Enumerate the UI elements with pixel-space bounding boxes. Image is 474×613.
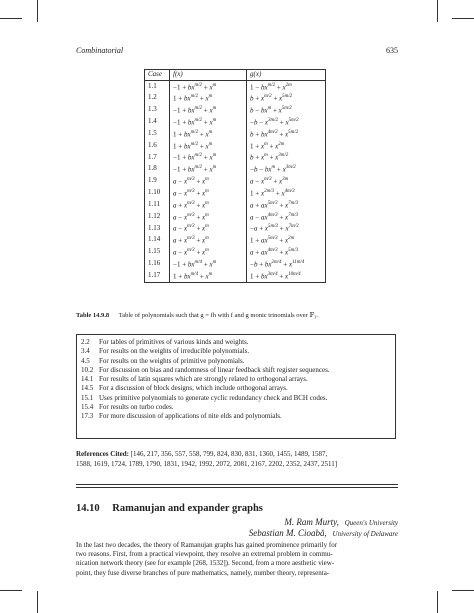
see-also-text: For results on the weights of irreducible polynomials. <box>99 347 250 356</box>
cell-f: $-1 + bx^{m/4} + x^m$ <box>170 258 247 270</box>
table-row <box>145 234 326 246</box>
cell-f: $1 + bx^{m/4} + x^m$ <box>170 270 247 282</box>
see-also-ref: 2.2 <box>81 338 90 346</box>
cell-g: $-b - x^{3m/2} + x^{5m/2}$ <box>247 116 326 128</box>
see-also-text: For more discussion of applications of nite elds and polynomials. <box>99 412 282 421</box>
crop-mark <box>0 18 22 19</box>
see-also-ref: 14.5 <box>81 384 94 393</box>
table-number: Table 14.9.8 <box>76 312 110 319</box>
running-header <box>76 46 398 58</box>
cell-case: 1.7 <box>145 151 170 163</box>
crop-mark <box>452 18 474 19</box>
table-row <box>145 187 326 199</box>
cell-f: $-1 + bx^{m/2} + x^m$ <box>170 163 247 175</box>
see-also-item <box>81 403 391 412</box>
author-line <box>249 528 398 538</box>
page-number: 635 <box>386 46 398 55</box>
cell-case: 1.9 <box>145 175 170 187</box>
see-also-text: For a discussion of block designs, which include orthogonal arrays. <box>99 384 288 393</box>
cell-f: $1 + bx^{m/2} + x^m$ <box>170 140 247 152</box>
see-also-item <box>81 412 391 421</box>
cell-f: $1 + bx^{m/2} + x^m$ <box>170 128 247 140</box>
cell-g: $-b - bx^m + x^{3m/2}$ <box>247 163 326 175</box>
section-number: 14.10 <box>76 503 100 514</box>
see-also-ref: 4.5 <box>81 356 90 365</box>
cell-f: $a - x^{m/3} + x^m$ <box>170 187 247 199</box>
cell-g: $b - bx^m + x^{5m/2}$ <box>247 104 326 116</box>
cell-case: 1.15 <box>145 246 170 258</box>
see-also-ref: 15.4 <box>81 403 94 412</box>
cell-g: $a + ax^{4m/3} + x^{5m/3}$ <box>247 246 326 258</box>
cell-g: $-b + bx^{2m/4} + x^{11m/4}$ <box>247 258 326 270</box>
cell-g: $-a + x^{5m/3} + x^{7m/3}$ <box>247 222 326 234</box>
cell-g: $a - ax^{4m/3} + x^{7m/3}$ <box>247 211 326 223</box>
author-name: M. Ram Murty, <box>284 517 339 527</box>
cell-f: $-1 + bx^{m/2} + x^m$ <box>170 104 247 116</box>
body-line: two reasons. First, from a practical viewpoint, they resolve an extremal problem in commu- <box>76 550 333 559</box>
cell-g: $1 + bx^{3m/4} + x^{10m/4}$ <box>247 270 326 282</box>
column-header-f: f(x) <box>170 70 247 81</box>
column-header-case: Case <box>145 70 170 81</box>
table-row <box>145 104 326 116</box>
cell-g: $a + ax^{5m/3} + x^{7m/3}$ <box>247 199 326 211</box>
cell-f: $1 + bx^{m/2} + x^m$ <box>170 92 247 104</box>
author-affiliation: University of Delaware <box>332 530 398 538</box>
see-also-text: Uses primitive polynomials to generate cyclic redundancy check and BCH codes. <box>99 393 328 402</box>
cell-case: 1.12 <box>145 211 170 223</box>
cell-f: $-1 + bx^{m/2} + x^m$ <box>170 116 247 128</box>
cell-f: $a - x^{m/3} + x^m$ <box>170 211 247 223</box>
see-also-ref: 17.3 <box>81 412 94 421</box>
see-also-item <box>81 347 391 356</box>
references-label: References Cited: <box>76 450 129 458</box>
crop-mark <box>0 590 22 591</box>
section-divider <box>76 484 398 485</box>
cell-g: $b + x^m + x^{3m/2}$ <box>247 151 326 163</box>
cell-f: $-1 + bx^{m/2} + x^m$ <box>170 80 247 92</box>
cell-f: $a + x^{m/3} + x^m$ <box>170 234 247 246</box>
see-also-text: For tables of primitives of various kinds and weights. <box>99 338 249 346</box>
cell-case: 1.17 <box>145 270 170 282</box>
table-row <box>145 80 326 92</box>
body-line: point, they fuse diverse branches of pure mathematics, namely, number theory, representa- <box>76 568 330 577</box>
see-also-text: For results on turbo codes. <box>99 403 174 412</box>
crop-mark <box>37 591 38 613</box>
cell-case: 1.11 <box>145 199 170 211</box>
table-row <box>145 211 326 223</box>
running-title: Combinatorial <box>76 46 124 55</box>
cell-case: 1.10 <box>145 187 170 199</box>
table-row <box>145 128 326 140</box>
polynomial-table <box>144 69 326 283</box>
crop-mark <box>437 0 438 22</box>
cell-case: 1.6 <box>145 140 170 152</box>
see-also-ref: 15.1 <box>81 393 94 402</box>
cell-case: 1.1 <box>145 80 170 92</box>
see-also-text: For results of latin squares which are strongly related to orthogonal arrays. <box>99 375 308 384</box>
references-cited <box>76 450 398 469</box>
references-line: [146, 217, 356, 557, 558, 799, 824, 830, 831, 1360, 1455, 1489, 1587, <box>130 450 328 458</box>
see-also-ref: 3.4 <box>81 347 90 356</box>
see-also-text: For results on the weights of primitive polynomials. <box>99 356 245 365</box>
cell-g: $b + x^{m/2} + x^{5m/2}$ <box>247 92 326 104</box>
cell-case: 1.13 <box>145 222 170 234</box>
section-title: Ramanujan and expander graphs <box>112 503 263 514</box>
cell-f: $-1 + bx^{m/2} + x^m$ <box>170 151 247 163</box>
table-row <box>145 270 326 282</box>
table-caption-text: Table of polynomials such that g = fh with f and g monic trinomials over 𝔽₃. <box>118 312 318 319</box>
cell-case: 1.8 <box>145 163 170 175</box>
cell-case: 1.3 <box>145 104 170 116</box>
table-row <box>145 140 326 152</box>
cell-g: $1 - bx^{m/2} + x^{2m}$ <box>247 80 326 92</box>
cell-f: $a - x^{m/3} + x^m$ <box>170 222 247 234</box>
cell-f: $a + x^{m/3} + x^m$ <box>170 199 247 211</box>
author-name: Sebastian M. Cioabă, <box>248 528 327 538</box>
table-caption <box>76 311 398 319</box>
crop-mark <box>437 591 438 613</box>
cell-case: 1.5 <box>145 128 170 140</box>
see-also-text: For discussion on bias and randomness of linear feedback shift register sequences. <box>99 365 330 374</box>
see-also-item <box>81 384 391 393</box>
body-line: nication network theory (see for example [268, 1532]). Second, from a more aesthetic view- <box>76 559 335 568</box>
cell-case: 1.14 <box>145 234 170 246</box>
column-header-g: g(x) <box>247 70 326 81</box>
body-line: In the last two decades, the theory of Ramanujan graphs has gained prominence primarily for <box>76 541 338 549</box>
table-row <box>145 92 326 104</box>
cell-g: $b + bx^{4m/2} + x^{5m/2}$ <box>247 128 326 140</box>
table-row <box>145 199 326 211</box>
table-row <box>145 175 326 187</box>
cell-case: 1.4 <box>145 116 170 128</box>
body-paragraph <box>76 541 398 578</box>
see-also-ref: 10.2 <box>81 365 94 374</box>
cell-g: $1 + ax^{5m/3} + x^{2m}$ <box>247 234 326 246</box>
see-also-box <box>76 334 396 439</box>
see-also-item <box>81 375 391 384</box>
references-line: 1588, 1619, 1724, 1789, 1790, 1831, 1942, 1992, 2072, 2081, 2167, 2202, 2352, 2437, 2511] <box>76 459 338 468</box>
table-row <box>145 163 326 175</box>
see-also-item <box>81 366 391 375</box>
see-also-item <box>81 338 391 347</box>
table-row <box>145 258 326 270</box>
crop-mark <box>452 590 474 591</box>
cell-case: 1.16 <box>145 258 170 270</box>
table-row <box>145 222 326 234</box>
table-row <box>145 116 326 128</box>
table-row <box>145 151 326 163</box>
cell-f: $a - x^{m/3} + x^m$ <box>170 175 247 187</box>
author-line <box>284 517 398 527</box>
cell-f: $a - x^{m/3} + x^m$ <box>170 246 247 258</box>
see-also-ref: 14.1 <box>81 375 94 384</box>
cell-g: $a - x^{m/3} + x^{3m}$ <box>247 175 326 187</box>
table-row <box>145 246 326 258</box>
section-heading <box>76 503 263 514</box>
see-also-item <box>81 394 391 403</box>
section-divider <box>76 487 398 488</box>
cell-g: $1 + x^{2m/3} + x^{4m/3}$ <box>247 187 326 199</box>
cell-case: 1.2 <box>145 92 170 104</box>
author-affiliation: Queen's University <box>344 519 398 527</box>
see-also-item <box>81 357 391 366</box>
crop-mark <box>37 0 38 22</box>
cell-g: $1 + x^m + x^{2m}$ <box>247 140 326 152</box>
